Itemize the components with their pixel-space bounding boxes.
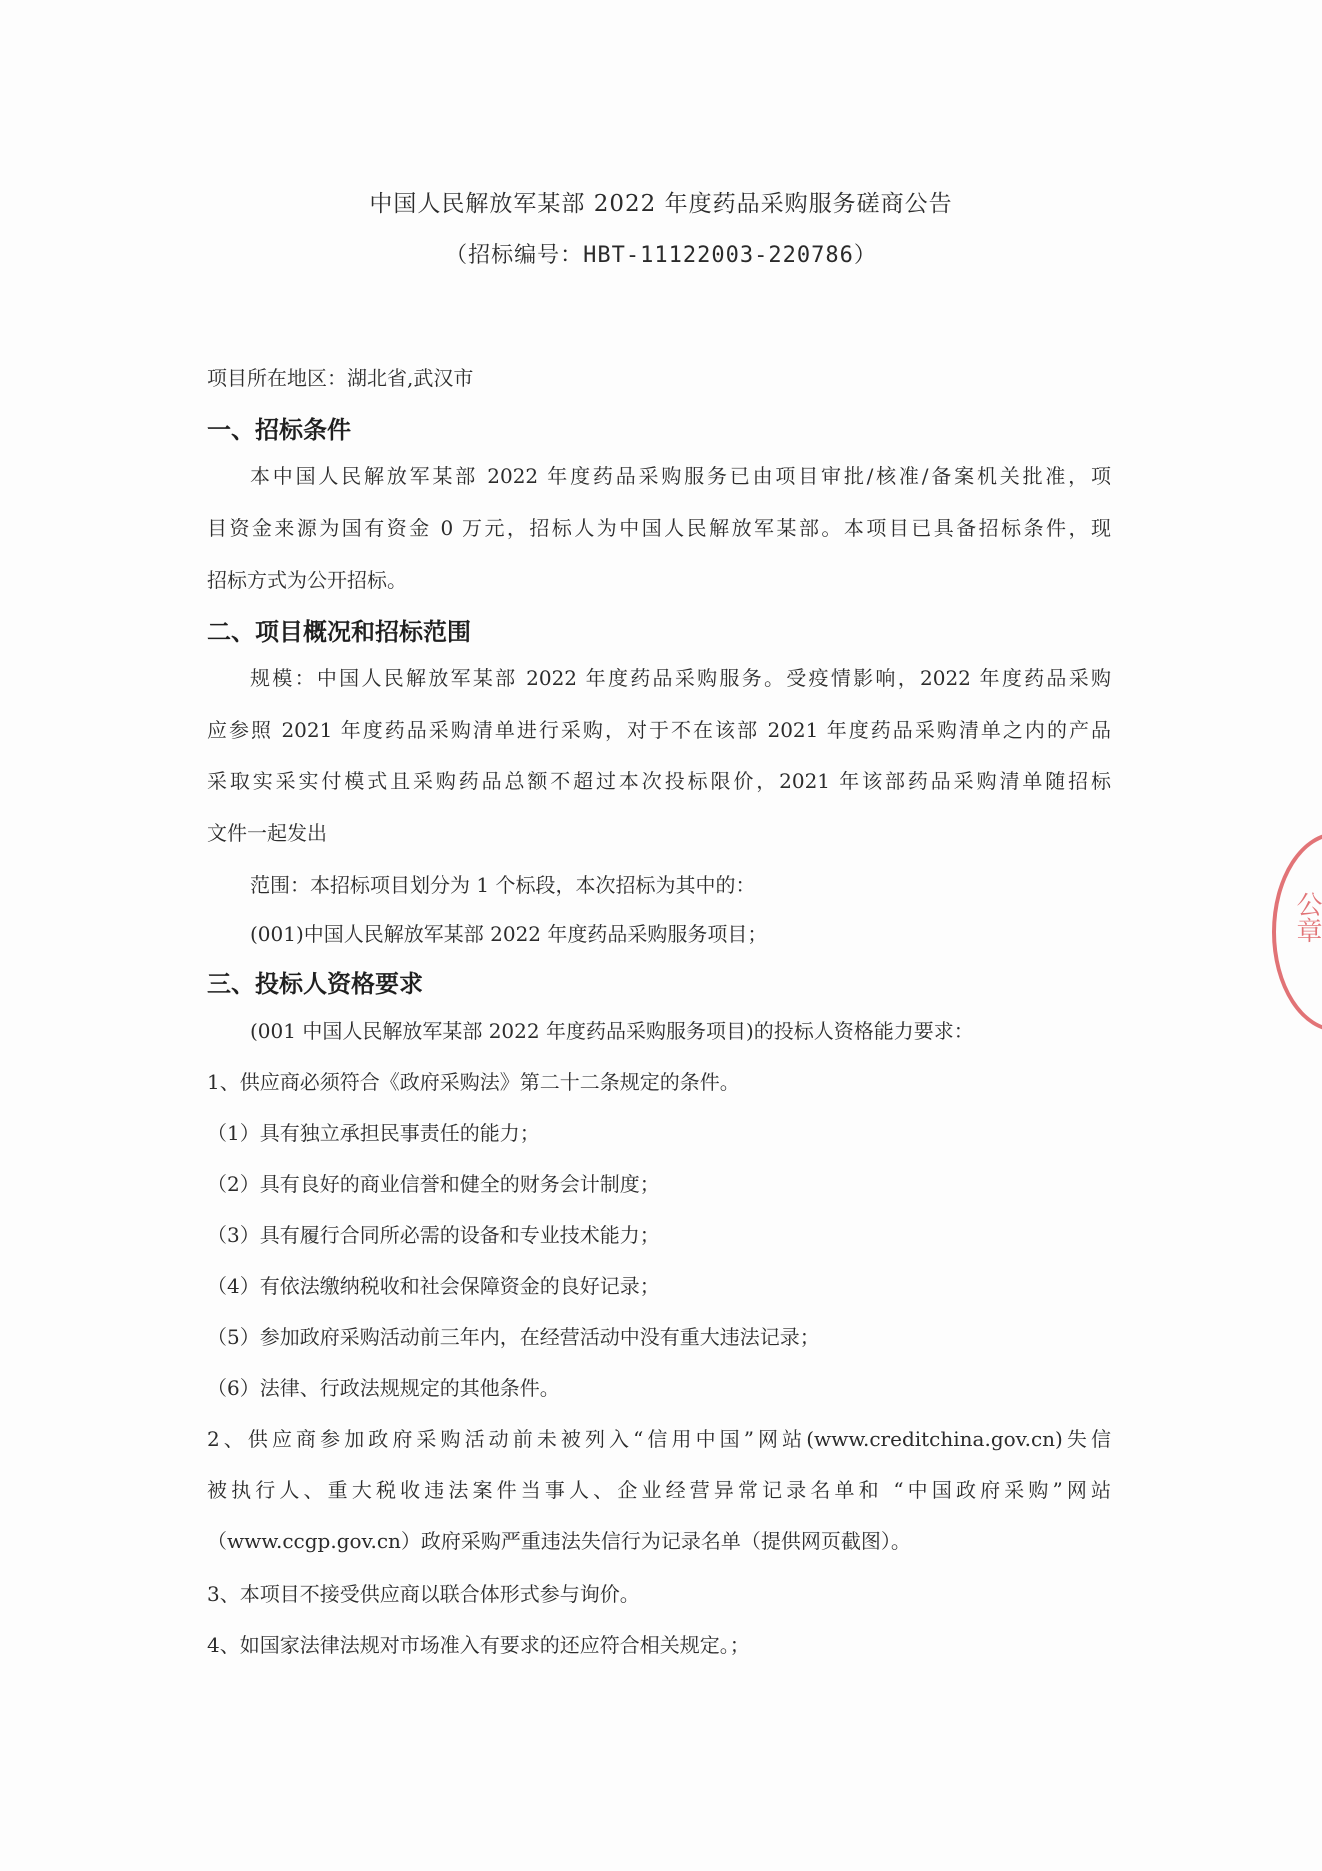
paragraph-line: 文件一起发出 — [207, 821, 327, 845]
section-heading-bidding-conditions: 一、招标条件 — [207, 416, 351, 444]
lot-line: (001)中国人民解放军某部 2022 年度药品采购服务项目； — [250, 922, 768, 946]
requirement-1: 1、供应商必须符合《政府采购法》第二十二条规定的条件。 — [207, 1070, 740, 1094]
requirement-item: （1）具有独立承担民事责任的能力； — [207, 1121, 540, 1145]
project-location: 项目所在地区：湖北省,武汉市 — [207, 366, 474, 390]
document-title: 中国人民解放军某部 2022 年度药品采购服务磋商公告 — [369, 191, 953, 217]
requirement-item: （5）参加政府采购活动前三年内，在经营活动中没有重大违法记录； — [207, 1325, 820, 1349]
requirement-item: （3）具有履行合同所必需的设备和专业技术能力； — [207, 1223, 660, 1247]
requirement-item: （4）有依法缴纳税收和社会保障资金的良好记录； — [207, 1274, 660, 1298]
seal-text: 公章 — [1292, 891, 1322, 943]
scope-line: 范围：本招标项目划分为 1 个标段，本次招标为其中的： — [250, 873, 756, 897]
official-seal-stamp — [1272, 832, 1322, 1032]
qualification-intro: (001 中国人民解放军某部 2022 年度药品采购服务项目)的投标人资格能力要求： — [250, 1019, 974, 1043]
paragraph-line: 规模：中国人民解放军某部 2022 年度药品采购服务。受疫情影响，2022 年度药品采购 — [250, 666, 1111, 690]
requirement-4: 4、如国家法律法规对市场准入有要求的还应符合相关规定。； — [207, 1633, 750, 1657]
section-heading-bidder-qualifications: 三、投标人资格要求 — [207, 970, 423, 998]
paragraph-line: 招标方式为公开招标。 — [207, 568, 407, 592]
requirement-item: （2）具有良好的商业信誉和健全的财务会计制度； — [207, 1172, 660, 1196]
requirement-2-line: 被执行人、重大税收违法案件当事人、企业经营异常记录名单和 “中国政府采购”网站 — [207, 1478, 1111, 1502]
paragraph-line: 目资金来源为国有资金 0 万元，招标人为中国人民解放军某部。本项目已具备招标条件，现 — [207, 516, 1111, 540]
paragraph-line: 本中国人民解放军某部 2022 年度药品采购服务已由项目审批/核准/备案机关批准，项 — [250, 464, 1111, 488]
paragraph-line: 采取实采实付模式且采购药品总额不超过本次投标限价，2021 年该部药品采购清单随招标 — [207, 769, 1111, 793]
requirement-item: （6）法律、行政法规规定的其他条件。 — [207, 1376, 560, 1400]
requirement-2-line: 2、供应商参加政府采购活动前未被列入“信用中国”网站(www.creditchina.gov.cn)失信 — [207, 1427, 1111, 1451]
section-heading-project-overview: 二、项目概况和招标范围 — [207, 618, 471, 646]
tender-number: （招标编号：HBT-11122003-220786） — [445, 243, 877, 268]
requirement-3: 3、本项目不接受供应商以联合体形式参与询价。 — [207, 1582, 640, 1606]
paragraph-line: 应参照 2021 年度药品采购清单进行采购，对于不在该部 2021 年度药品采购清单之内的产品 — [207, 718, 1111, 742]
requirement-2-line: （www.ccgp.gov.cn）政府采购严重违法失信行为记录名单（提供网页截图）。 — [207, 1529, 911, 1553]
